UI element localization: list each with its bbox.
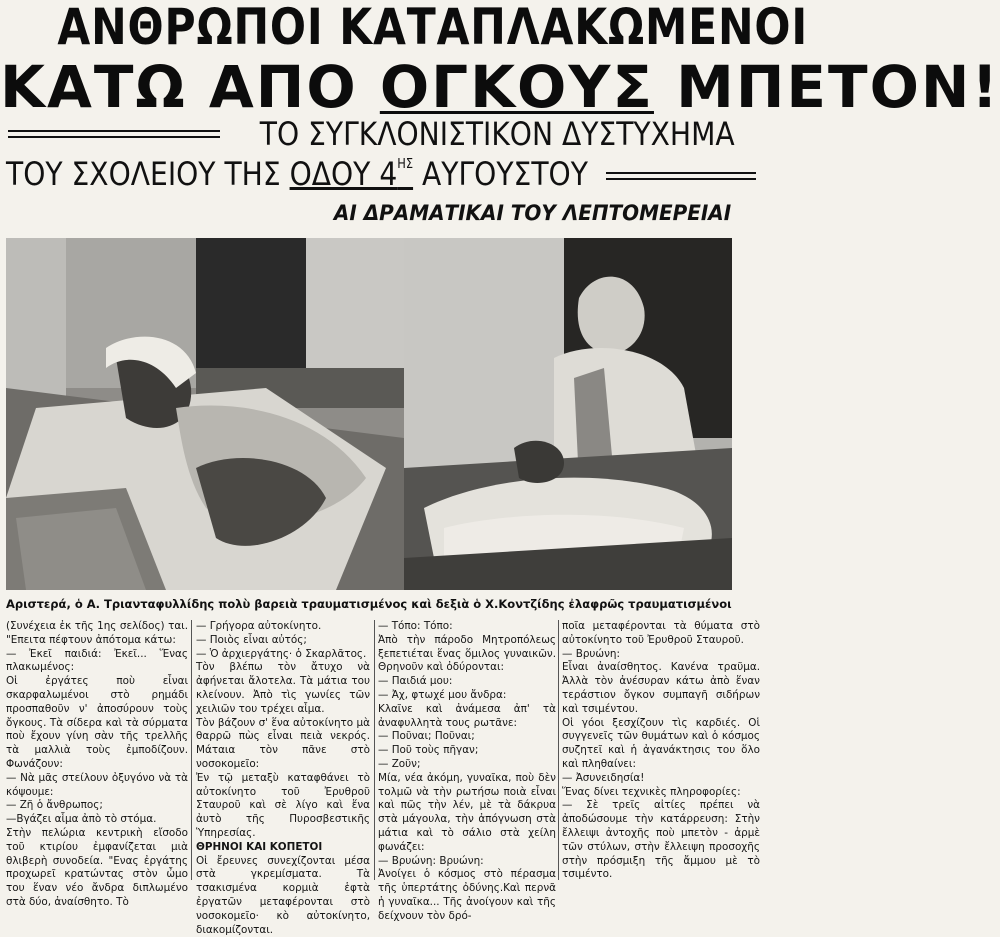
main-headline-line1: ΑΝΘΡΩΠΟΙ ΚΑΤΑΠΛΑΚΩΜΕΝΟΙ [57, 0, 809, 56]
subheadline-1: ΤΟ ΣΥΓΚΛΟΝΙΣΤΙΚΟΝ ΔΥΣΤΥΧΗΜΑ [260, 115, 735, 153]
article-column-3 [378, 620, 556, 922]
article-column-2 [196, 620, 370, 936]
paragraph: (Συνέχεια ἐκ τῆς 1ης σελίδος) ται. "Επειτα πέφτουν ἀπότομα κάτω: [6, 620, 188, 646]
paragraph: Οἱ γόοι ξεσχίζουν τὶς καρδιές. Οἱ συγγενεῖς τῶν θυμάτων καὶ ὁ κόσμος συζητεῖ καὶ ἡ ἀγανάκτησις του ὅλο καὶ πληθαίνει: [562, 716, 760, 770]
subheadline-3: ΑΙ ΔΡΑΜΑΤΙΚΑΙ ΤΟΥ ΛΕΠΤΟΜΕΡΕΙΑΙ [333, 201, 731, 225]
paragraph: Ἀπὸ τὴν πάροδο Μητροπόλεως ξεπετιέται ἕνας ὅμιλος γυναικῶν. Θρηνοῦν καὶ ὀδύρονται: [378, 633, 556, 674]
paragraph: — Ἐκεῖ παιδιά: Ἐκεῖ... Ἕνας πλακωμένος: [6, 647, 188, 674]
paragraph: — Ἀσυνειδησία! [562, 771, 645, 784]
paragraph: — Ἀχ, φτωχέ μου ἄνδρα: [378, 688, 507, 701]
column-divider [374, 620, 375, 880]
paragraph: — Βρυώνη: [562, 647, 621, 660]
paragraph: Εἶναι ἀναίσθητος. Κανένα τραῦμα. Ἀλλὰ τὸν ἀνέσυραν κάτω ἀπὸ ἕναν τεράστιον ὄγκον συμπαγῆ σιδήρων καὶ τσιμέντου. [562, 661, 760, 715]
paragraph: —Βγάζει αἷμα ἀπὸ τὸ στόμα. [6, 813, 157, 826]
paragraph: Κλαῖνε καὶ ἀνάμεσα ἀπ' τὰ ἀναφυλλητὰ τους ρωτᾶνε: [378, 702, 556, 729]
paragraph: Τὸν βλέπω τὸν ἄτυχο νὰ ἀφήνεται ἄλοτελα. Τὰ μάτια του κλείνουν. Ἀπὸ τὶς γωνίες τῶν χειλιῶν του τρέχει αἷμα. [196, 661, 370, 715]
subheadline-2 [6, 155, 588, 193]
paragraph: Μία, νέα ἀκόμη, γυναῖκα, ποὺ δὲν τολμῶ νὰ τὴν ρωτήσω ποιὰ εἶναι καὶ πῶς τὴν λέν, μὲ τὰ δάκρυα στὰ μάγουλα, τὴν ἀπόγνωση στὰ μάτια καὶ τὸ σάλιο στὰ χείλη φωνάζει: [378, 771, 556, 853]
subheadline-2-sup: ΗΣ [397, 157, 414, 172]
paragraph: Ἕνας δίνει τεχνικὲς πληροφορίες: [562, 785, 741, 798]
headline-line2-underlined: ΟΓΚΟΥΣ [379, 53, 654, 121]
paragraph: — Ποῦναι; Ποῦναι; [378, 730, 475, 743]
photo-injured-left [6, 238, 404, 590]
photo-caption: Αριστερά, ὁ Α. Τριανταφυλλίδης πολὺ βαρειὰ τραυματισμένος καὶ δεξιὰ ὁ Χ.Κοντζίδης ἐλαφρῶς τραυματισμένοι [6, 597, 732, 611]
paragraph: — Τόπο: Τόπο: [378, 620, 453, 632]
paragraph: — Ὁ ἀρχιεργάτης· ὁ Σκαρλᾶτος. [196, 647, 367, 660]
subheadline-2-part3: ΑΥΓΟΥΣΤΟΥ [413, 155, 588, 193]
paragraph: — Ζοῦν; [378, 757, 421, 770]
headline-line2-part3: ΜΠΕΤΟΝ! [653, 53, 1000, 121]
paragraph: ποῖα μεταφέρονται τὰ θύματα στὸ αὐτοκίνητο τοῦ Ἐρυθροῦ Σταυροῦ. [562, 620, 760, 646]
subheadline-2-street: ΟΔΟΥ 4 [289, 155, 398, 193]
photo-injured-right [404, 238, 732, 590]
article-column-4 [562, 620, 760, 880]
article-column-1 [6, 620, 188, 908]
paragraph: Ἐν τῷ μεταξὺ καταφθάνει τὸ αὐτοκίνητο τοῦ Ἐρυθροῦ Σταυροῦ καὶ σὲ λίγο καὶ ἕνα ἀυτὸ τῆς Πυροσβεστικῆς Ὑπηρεσίας. [196, 771, 370, 839]
paragraph: — Ποῦ τοὺς πῆγαν; [378, 744, 479, 757]
paragraph: Ἀνοίγει ὁ κόσμος στὸ πέρασμα τῆς ὑπερτάτης ὀδύνης.Καὶ περνᾶ ἡ γυναῖκα... Τῆς ἀνοίγουν καὶ τῆς δείχνουν τὸν δρό- [378, 868, 556, 922]
paragraph: — Βρυώνη: Βρυώνη: [378, 854, 484, 867]
paragraph: Οἱ ἔρευνες συνεχίζονται μέσα στὰ γκρεμίσματα. Τὰ τσακισμένα κορμιὰ ἑφτὰ ἐργατῶν μεταφέρονται στὸ νοσοκομεῖο· κὸ αὐτοκίνητο, διακομίζονται. [196, 854, 370, 936]
paragraph: — Ζῆ ὁ ἄνθρωπος; [6, 799, 103, 812]
paragraph: — Σὲ τρεῖς αἰτίες πρέπει νὰ ἀποδώσουμε τὴν κατάρρευση: Στὴν ἔλλειψι ἀντοχῆς ποὺ μπετὸν - ἀρμὲ τῶν στύλων, στὴν ἔλλειψη προσοχῆς στὴν πρόσμιξη τῆς ἄμμου μὲ τὸ τσιμέντο. [562, 799, 760, 881]
paragraph: — Νὰ μᾶς στείλουν ὀξυγόνο νὰ τὰ κόψουμε: [6, 771, 188, 798]
paragraph: — Παιδιά μου: [378, 675, 453, 688]
subheadline-2-underlined [290, 155, 414, 193]
subheadline-2-part1: ΤΟΥ ΣΧΟΛΕΙΟΥ ΤΗΣ [6, 155, 290, 193]
paragraph: Τὸν βάζουν σ' ἕνα αὐτοκίνητο μὰ θαρρῶ πὼς εἶναι πειὰ νεκρός. Μάταια τὸν πᾶνε στὸ νοσοκομεῖο: [196, 716, 370, 770]
column-divider [191, 620, 192, 880]
column-divider [558, 620, 559, 880]
main-headline-line2 [0, 53, 1000, 121]
photo-right-image [404, 238, 732, 590]
paragraph: Οἱ ἐργάτες ποὺ εἶναι σκαρφαλωμένοι στὸ ρημάδι προσπαθοῦν ν' ἀποσύρουν τοὺς ὄγκους. Τὰ σίδερα καὶ τὰ σύρματα ποὺ ἔχουν γίνη σὰν τῆς τρελλῆς τὰ μαλλιὰ τοὺς ἐμποδίζουν. Φωνάζουν: [6, 675, 188, 770]
paragraph: Στὴν πελώρια κεντρικὴ εἴσοδο τοῦ κτιρίου ἐμφανίζεται μιὰ θλιβερὴ συνοδεία. "Ενας ἐργάτης προχωρεῖ κρατώντας στὸν ὦμο του ἕναν νέο ἄνδρα διπλωμένο στὰ δύο, ἀναίσθητο. Τὸ [6, 826, 188, 908]
double-rule-left [8, 130, 220, 138]
paragraph: — Ποιὸς εἶναι αὐτός; [196, 633, 307, 646]
headline-line2-part1: ΚΑΤΩ ΑΠΟ [0, 53, 380, 121]
photo-left-image [6, 238, 404, 590]
paragraph: — Γρήγορα αὐτοκίνητο. [196, 620, 322, 632]
double-rule-right [606, 172, 756, 180]
section-subheading: ΘΡΗΝΟΙ ΚΑΙ ΚΟΠΕΤΟΙ [196, 840, 323, 853]
